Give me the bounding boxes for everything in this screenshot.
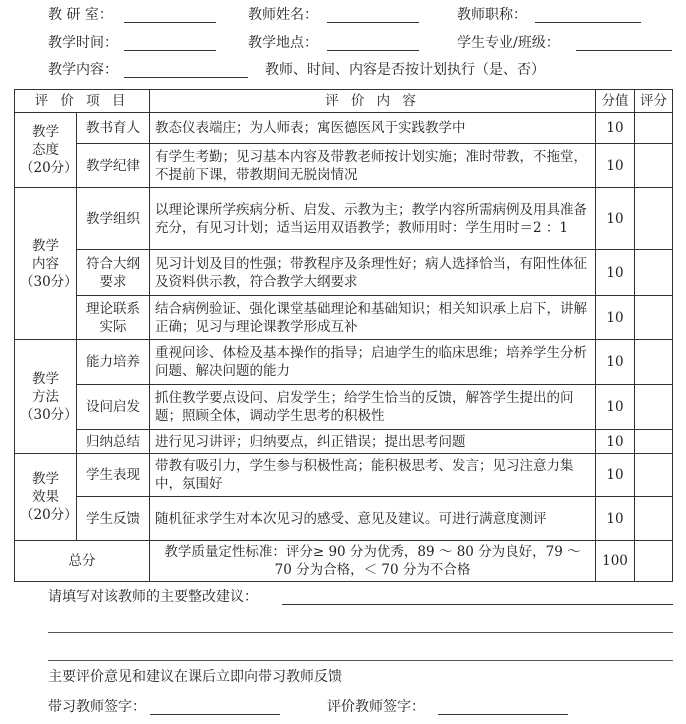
category-label: 教学 效果 （20分） bbox=[20, 471, 78, 523]
content-cell: 结合病例验证、强化课堂基础理论和基础知识；相关知识承上启下，讲解正确；见习与理论课教学形成互补 bbox=[150, 296, 596, 340]
table-row bbox=[15, 296, 673, 340]
suggestion-line-2[interactable] bbox=[48, 632, 673, 633]
rating-cell[interactable] bbox=[635, 430, 673, 454]
content-cell: 有学生考勤；见习基本内容及带教老师按计划实施；准时带教，不拖堂，不提前下课，带教期间无脱岗情况 bbox=[150, 144, 596, 188]
teaching-content-field[interactable] bbox=[124, 59, 248, 78]
item-cell: 设问启发 bbox=[77, 385, 150, 430]
evaluation-table bbox=[14, 89, 673, 582]
item-cell: 能力培养 bbox=[77, 340, 150, 385]
suggestion-label: 请填写对该教师的主要整改建议： bbox=[48, 589, 258, 605]
item-cell: 教学纪律 bbox=[77, 144, 150, 188]
teaching-place-field[interactable] bbox=[327, 32, 419, 51]
header-row-2 bbox=[0, 32, 686, 54]
table-row bbox=[15, 188, 673, 250]
table-row bbox=[15, 113, 673, 144]
content-cell: 见习计划及目的性强；带教程序及条理性好；病人选择恰当，有阳性体征及资料供示教，符合教学大纲要求 bbox=[150, 250, 596, 296]
header-rating: 评分 bbox=[635, 90, 673, 113]
content-cell: 随机征求学生对本次见习的感受、意见及建议。可进行满意度测评 bbox=[150, 497, 596, 541]
score-cell: 10 bbox=[596, 250, 635, 296]
evaluator-signature-label: 评价教师签字： bbox=[327, 699, 425, 715]
content-cell: 教态仪表端庄；为人师表；寓医德医风于实践教学中 bbox=[150, 113, 596, 144]
rating-cell[interactable] bbox=[635, 296, 673, 340]
table-row bbox=[15, 250, 673, 296]
student-class-field[interactable] bbox=[576, 32, 672, 51]
teaching-place-label: 教学地点： bbox=[248, 35, 318, 51]
total-score: 100 bbox=[596, 541, 635, 582]
rating-cell[interactable] bbox=[635, 454, 673, 497]
category-attitude bbox=[15, 113, 77, 188]
item-cell: 归纳总结 bbox=[77, 430, 150, 454]
teaching-time-field[interactable] bbox=[124, 32, 216, 51]
score-cell: 10 bbox=[596, 340, 635, 385]
score-cell: 10 bbox=[596, 385, 635, 430]
table-row bbox=[15, 454, 673, 497]
header-row-3 bbox=[0, 59, 686, 81]
category-content bbox=[15, 188, 77, 340]
table-row bbox=[15, 340, 673, 385]
content-cell: 以理论课所学疾病分析、启发、示教为主；教学内容所需病例及用具准备充分，有见习计划；适当运用双语教学；教师用时：学生用时＝2 ：1 bbox=[150, 188, 596, 250]
feedback-note: 主要评价意见和建议在课后立即向带习教师反馈 bbox=[48, 669, 342, 685]
score-cell: 10 bbox=[596, 144, 635, 188]
table-row bbox=[15, 144, 673, 188]
rating-cell[interactable] bbox=[635, 250, 673, 296]
item-cell: 理论联系 实际 bbox=[77, 296, 150, 340]
item-cell: 学生表现 bbox=[77, 454, 150, 497]
teacher-name-field[interactable] bbox=[327, 4, 419, 23]
item-cell: 教书育人 bbox=[77, 113, 150, 144]
score-cell: 10 bbox=[596, 497, 635, 541]
header-content: 评 价 内 容 bbox=[150, 90, 596, 113]
total-row bbox=[15, 541, 673, 582]
suggestion-line-1[interactable] bbox=[282, 586, 673, 605]
student-class-label: 学生专业/班级： bbox=[457, 35, 560, 51]
rating-cell[interactable] bbox=[635, 144, 673, 188]
item-cell: 学生反馈 bbox=[77, 497, 150, 541]
header-row-1 bbox=[0, 4, 686, 26]
teaching-content-label: 教学内容： bbox=[48, 62, 118, 78]
category-label: 教学 方法 （30分） bbox=[20, 370, 78, 423]
content-cell: 进行见习讲评；归纳要点，纠正错误；提出思考问题 bbox=[150, 430, 596, 454]
rating-cell[interactable] bbox=[635, 497, 673, 541]
content-cell: 抓住教学要点设问、启发学生；给学生恰当的反馈，解答学生提出的问题；照顾全体，调动学生思考的积极性 bbox=[150, 385, 596, 430]
table-row bbox=[15, 385, 673, 430]
table-header-row bbox=[15, 90, 673, 113]
item-cell: 教学组织 bbox=[77, 188, 150, 250]
rating-cell[interactable] bbox=[635, 113, 673, 144]
teacher-title-label: 教师职称： bbox=[457, 7, 527, 23]
evaluator-signature-field[interactable] bbox=[438, 696, 568, 715]
score-cell: 10 bbox=[596, 430, 635, 454]
rating-cell[interactable] bbox=[635, 385, 673, 430]
instructor-signature-label: 带习教师签字： bbox=[48, 699, 146, 715]
rating-cell[interactable] bbox=[635, 340, 673, 385]
department-field[interactable] bbox=[124, 4, 216, 23]
header-item: 评 价 项 目 bbox=[15, 90, 150, 113]
table-row bbox=[15, 497, 673, 541]
total-rating-cell[interactable] bbox=[635, 541, 673, 582]
content-cell: 重视问诊、体检及基本操作的指导；启迪学生的临床思维；培养学生分析问题、解决问题的能力 bbox=[150, 340, 596, 385]
plan-execution-question: 教师、时间、内容是否按计划执行（是、否） bbox=[265, 62, 545, 78]
category-label: 教学 态度 （20分） bbox=[20, 124, 78, 176]
score-cell: 10 bbox=[596, 454, 635, 497]
grading-standard: 教学质量定性标准：评分≥ 90 分为优秀，89 ～ 80 分为良好，79 ～ 70 分为合格，＜ 70 分为不合格 bbox=[150, 541, 596, 582]
total-label: 总分 bbox=[15, 541, 150, 582]
item-cell: 符合大纲 要求 bbox=[77, 250, 150, 296]
score-cell: 10 bbox=[596, 296, 635, 340]
suggestion-line-3[interactable] bbox=[48, 660, 673, 661]
teacher-title-field[interactable] bbox=[535, 4, 641, 23]
score-cell: 10 bbox=[596, 188, 635, 250]
teacher-name-label: 教师姓名： bbox=[248, 7, 318, 23]
header-score: 分值 bbox=[596, 90, 635, 113]
category-method bbox=[15, 340, 77, 454]
rating-cell[interactable] bbox=[635, 188, 673, 250]
instructor-signature-field[interactable] bbox=[150, 696, 280, 715]
category-label: 教学 内容 （30分） bbox=[20, 237, 78, 290]
score-cell: 10 bbox=[596, 113, 635, 144]
teaching-time-label: 教学时间： bbox=[48, 35, 118, 51]
category-effect bbox=[15, 454, 77, 541]
department-label: 教 研 室： bbox=[48, 7, 113, 23]
content-cell: 带教有吸引力，学生参与积极性高；能积极思考、发言；见习注意力集中，氛围好 bbox=[150, 454, 596, 497]
table-row bbox=[15, 430, 673, 454]
